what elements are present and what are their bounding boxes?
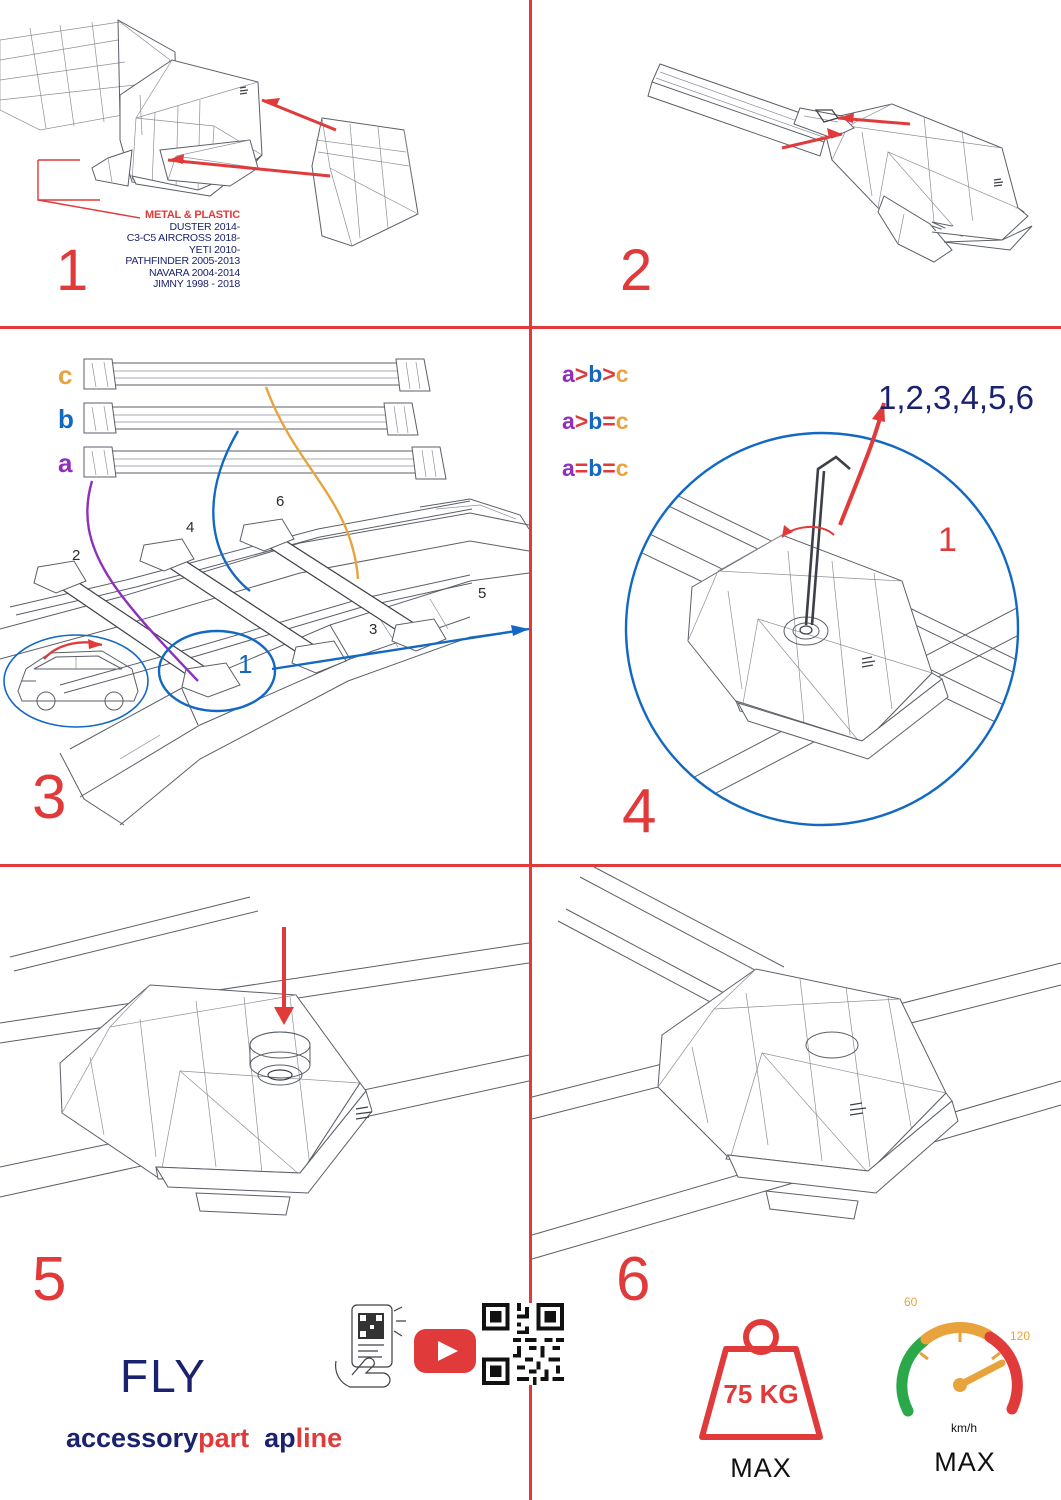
- step-number-3: 3: [32, 763, 67, 832]
- bar-label-c: c: [58, 360, 73, 390]
- brand-line: accessorypart apline: [66, 1423, 343, 1453]
- compat-vehicle-0: DUSTER 2014-: [169, 220, 240, 233]
- step-number-6: 6: [616, 1245, 651, 1314]
- step1-compat-block: [120, 210, 240, 291]
- step6-illustration: [532, 867, 1061, 1287]
- step-number-5: 5: [32, 1245, 67, 1314]
- mark-5: 5: [478, 585, 487, 602]
- mark-2: 2: [72, 547, 81, 564]
- compat-vehicle-4: NAVARA 2004-2014: [149, 266, 240, 279]
- youtube-icon[interactable]: [414, 1329, 476, 1373]
- step4-sequence: 1,2,3,4,5,6: [878, 379, 1034, 416]
- max-speed-label: MAX: [934, 1447, 996, 1477]
- mark-6: 6: [276, 493, 285, 510]
- step3-illustration: [0, 329, 529, 864]
- mark-3: 3: [369, 621, 378, 638]
- step2-illustration: [532, 0, 1061, 326]
- compat-vehicle-2: YETI 2010-: [188, 243, 240, 256]
- panel-step-2: [532, 0, 1061, 326]
- scan-phone-icon: [330, 1301, 410, 1391]
- step-number-1: 1: [56, 238, 89, 303]
- max-weight-value: 75 KG: [723, 1379, 799, 1409]
- panel-step-3: [0, 329, 529, 864]
- compat-vehicle-3: PATHFINDER 2005-2013: [125, 255, 240, 267]
- bar-label-a: a: [58, 448, 73, 478]
- compat-vehicle-1: C3-C5 AIRCROSS 2018-: [126, 232, 240, 244]
- panel-step-6: [532, 867, 1061, 1500]
- gauge-max-label: 120: [1010, 1329, 1031, 1343]
- step-number-2: 2: [620, 238, 653, 303]
- speed-unit-label: km/h: [950, 1421, 977, 1435]
- panel-step-1: [0, 0, 529, 326]
- max-weight-label: MAX: [730, 1453, 792, 1483]
- equation-1: a>b>c: [562, 361, 629, 387]
- bar-label-b: b: [58, 404, 74, 434]
- mark-1: 1: [238, 649, 253, 679]
- step4-callout-1: 1: [938, 521, 957, 559]
- fly-logo: FLY: [120, 1350, 207, 1402]
- panel-step-5: [0, 867, 529, 1500]
- equation-3: a=b=c: [562, 455, 629, 481]
- equation-2: a>b=c: [562, 408, 629, 434]
- mark-4: 4: [186, 519, 195, 536]
- step5-illustration: [0, 867, 529, 1287]
- compat-vehicle-5: JIMNY 1998 - 2018: [153, 278, 240, 290]
- step-number-4: 4: [622, 777, 657, 846]
- compat-title: METAL & PLASTIC: [145, 209, 240, 221]
- gauge-min-label: 60: [904, 1295, 918, 1309]
- panel-step-4: [532, 329, 1061, 864]
